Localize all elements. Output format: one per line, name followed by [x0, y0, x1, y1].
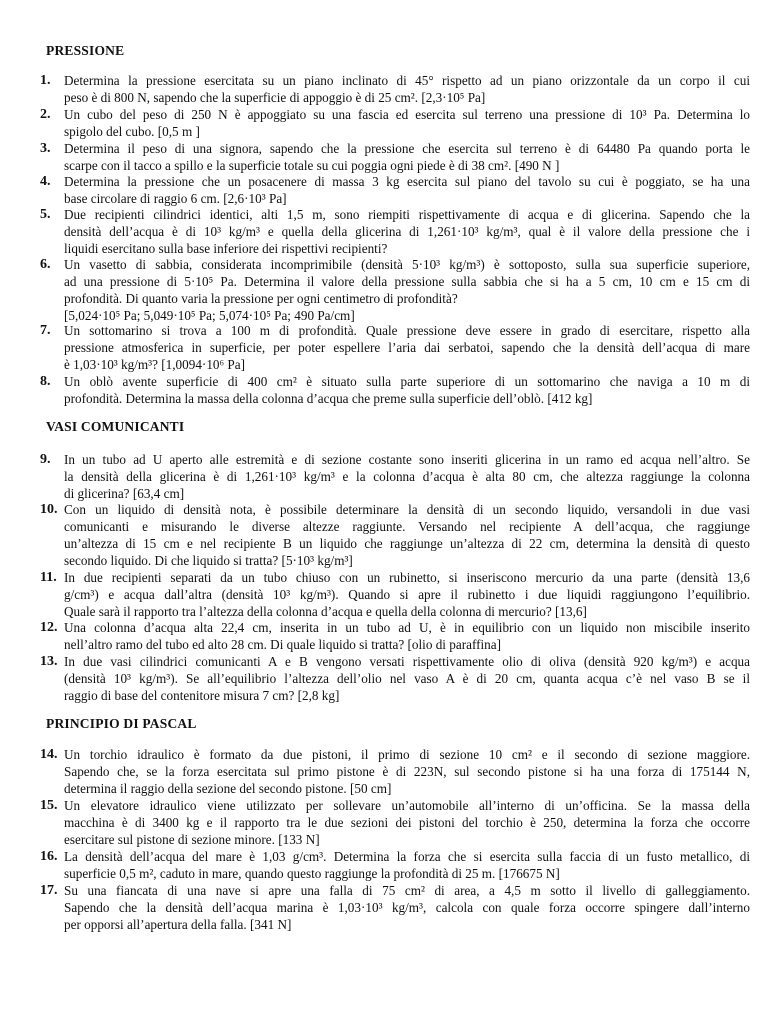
problem-number: 10. — [40, 502, 58, 517]
problem-1 — [40, 72, 750, 106]
problem-line: spigolo del cubo. [0,5 m ] — [64, 124, 200, 139]
problem-line: raggio di base del contenitore misura 7 cm? [2,8 kg] — [64, 688, 340, 703]
problem-6 — [40, 256, 750, 324]
problem-8 — [40, 373, 750, 407]
problem-number: 17. — [40, 883, 58, 898]
problem-line: Determina la pressione esercitata su un piano inclinato di 45° rispetto ad un piano orizzontale da un corpo il cui — [64, 73, 750, 88]
problem-line: Una colonna d’acqua alta 22,4 cm, inserita in un tubo ad U, è in equilibrio con un liquido non miscibile inserito — [64, 620, 750, 635]
problem-line: In un tubo ad U aperto alle estremità e di sezione costante sono inseriti glicerina in un ramo ed acqua nell’altro. Se — [64, 452, 750, 467]
problem-line: profondità. Determina la massa della colonna d’acqua che preme sulla superficie dell’oblò. [412 kg] — [64, 391, 593, 406]
problem-line: Sapendo che la densità dell’acqua marina è 1,03·10³ kg/m³, calcola con quale forza occorre spingere dall’interno — [64, 900, 750, 915]
problem-number: 13. — [40, 654, 58, 669]
problem-line: Determina la pressione che un posacenere di massa 3 kg esercita sul piano del tavolo su cui è poggiato, se ha una — [64, 174, 750, 189]
problem-line: determina il raggio della sezione del secondo pistone. [50 cm] — [64, 781, 392, 796]
problem-line: esercitare sul pistone di sezione minore. [133 N] — [64, 832, 320, 847]
problem-number: 14. — [40, 747, 58, 762]
problem-9 — [40, 451, 750, 502]
problem-10 — [40, 501, 750, 569]
problem-line: Un vasetto di sabbia, considerata incomprimibile (densità 5·10³ kg/m³) è sottoposto, sulla sua superficie superiore, — [64, 257, 750, 272]
problem-line: ad una pressione di 5·10⁵ Pa. Determina il valore della pressione sulla sabbia che si ha a 5 cm, 10 cm e 15 cm di — [64, 274, 750, 289]
problem-number: 8. — [40, 374, 51, 389]
problem-line: nell’altro ramo del tubo ed alto 28 cm. Di quale liquido si tratta? [olio di paraffina] — [64, 637, 502, 652]
problem-line: g/cm³) e acqua dall’altra (densità 10³ kg/m³). Quando si apre il rubinetto i due liquidi raggiungono l’equilibrio. — [64, 587, 750, 602]
problem-line: profondità. Di quanto varia la pressione per ogni centimetro di profondità? — [64, 291, 458, 306]
section-title-pressione: PRESSIONE — [46, 43, 125, 58]
problem-line: Quale sarà il rapporto tra l’altezza della colonna d’acqua e quella della colonna di mercurio? [13,6] — [64, 604, 587, 619]
problem-7 — [40, 322, 750, 373]
problem-number: 6. — [40, 257, 51, 272]
problem-17 — [40, 882, 750, 933]
problem-number: 4. — [40, 174, 51, 189]
problem-number: 3. — [40, 141, 51, 156]
problem-5 — [40, 206, 750, 257]
section-title-principio-di-pascal: PRINCIPIO DI PASCAL — [46, 716, 197, 731]
problem-number: 1. — [40, 73, 51, 88]
problem-line: Un elevatore idraulico viene utilizzato per sollevare un’automobile all’interno di un’officina. Se la massa della — [64, 798, 750, 813]
problem-number: 15. — [40, 798, 58, 813]
problem-13 — [40, 653, 750, 704]
problem-line: di glicerina? [63,4 cm] — [64, 486, 185, 501]
problem-line: è 1,03·10³ kg/m³? [1,0094·10⁶ Pa] — [64, 357, 245, 372]
problem-16 — [40, 848, 750, 882]
problem-line: Un torchio idraulico è formato da due pistoni, il primo di sezione 10 cm² e il secondo di sezione maggiore. — [64, 747, 750, 762]
problem-15 — [40, 797, 750, 848]
problem-line: superficie 0,5 m², caduto in mare, quando questo raggiunge la profondità di 25 m. [176675 N] — [64, 866, 560, 881]
problem-line: Determina il peso di una signora, sapendo che la pressione che esercita sul terreno è di 64480 Pa quando porta le — [64, 141, 750, 156]
problem-line: In due recipienti separati da un tubo chiuso con un rubinetto, si inseriscono mercurio da una parte (densità 13,6 — [64, 570, 750, 585]
problem-line: peso è di 800 N, sapendo che la superficie di appoggio è di 25 cm². [2,3·10⁵ Pa] — [64, 90, 486, 105]
problem-line: Su una fiancata di una nave si apre una falla di 75 cm² di area, a 4,5 m sotto il livello di galleggiamento. — [64, 883, 750, 898]
problem-line: In due vasi cilindrici comunicanti A e B vengono versati rispettivamente olio di oliva (densità 920 kg/m³) e acqua — [64, 654, 750, 669]
section-title-vasi-comunicanti: VASI COMUNICANTI — [46, 419, 185, 434]
problem-line: secondo liquido. Di che liquido si tratta? [5·10³ kg/m³] — [64, 553, 353, 568]
problem-line: pressione atmosferica in superficie, per poter espellere l’aria dai serbatoi, sapendo che la densità dell’acqua di mare — [64, 340, 750, 355]
problem-line: Un cubo del peso di 250 N è appoggiato su una fascia ed esercita sul terreno una pressione di 10³ Pa. Determina lo — [64, 107, 750, 122]
problem-answer: [5,024·10⁵ Pa; 5,049·10⁵ Pa; 5,074·10⁵ Pa; 490 Pa/cm] — [64, 308, 355, 323]
problem-11 — [40, 569, 750, 620]
problem-line: Un oblò avente superficie di 400 cm² è situato sulla parte superiore di un sottomarino che naviga a 10 m di — [64, 374, 750, 389]
problem-number: 12. — [40, 620, 58, 635]
problem-line: un’altezza di 15 cm e nel recipiente B un liquido che raggiunge un’altezza di 22 cm, determina la densità di questo — [64, 536, 750, 551]
problem-number: 11. — [40, 570, 57, 585]
problem-line: macchina è di 3400 kg e il rapporto tra le due sezioni dei pistoni del torchio è 250, determina la forza che occorre — [64, 815, 750, 830]
problem-number: 5. — [40, 207, 51, 222]
problem-14 — [40, 746, 750, 797]
problem-line: comunicanti e misurando le diverse altezze raggiunte. Versando nel recipiente A dell’acqua, che raggiunge — [64, 519, 750, 534]
problem-line: Sapendo che, se la forza esercitata sul primo pistone è di 223N, sul secondo pistone si ha una forza di 175144 N, — [64, 764, 750, 779]
problem-4 — [40, 173, 750, 207]
problem-line: Con un liquido di densità nota, è possibile determinare la densità di un secondo liquido, versandoli in due vasi — [64, 502, 750, 517]
problem-line: La densità dell’acqua del mare è 1,03 g/cm³. Determina la forza che si esercita sulla faccia di un fusto metallico, di — [64, 849, 750, 864]
problem-2 — [40, 106, 750, 140]
problem-line: Un sottomarino si trova a 100 m di profondità. Quale pressione deve essere in grado di esercitare, rispetto alla — [64, 323, 750, 338]
problem-line: la densità della glicerina è di 1,261·10³ kg/m³ e la colonna d’acqua è alta 80 cm, che altezza raggiunge la colonna — [64, 469, 750, 484]
problem-number: 16. — [40, 849, 58, 864]
problem-12 — [40, 619, 750, 653]
problem-line: densità dell’acqua è di 10³ kg/m³ e quella della glicerina di 1,261·10³ kg/m³, qual è il valore della pressione che i — [64, 224, 750, 239]
problem-line: scarpe con il tacco a spillo e la superficie totale su cui poggia ogni piede è di 38 cm². [490 N ] — [64, 158, 560, 173]
problem-line: (densità 10³ kg/m³). Se all’equilibrio l’altezza dell’olio nel vaso A è di 20 cm, quanta acqua c’è nel vaso B se il — [64, 671, 750, 686]
problem-number: 2. — [40, 107, 51, 122]
problem-3 — [40, 140, 750, 174]
problem-line: Due recipienti cilindrici identici, alti 1,5 m, sono riempiti rispettivamente di acqua e di glicerina. Sapendo che la — [64, 207, 750, 222]
problem-number: 7. — [40, 323, 51, 338]
problem-line: base circolare di raggio 6 cm. [2,6·10³ Pa] — [64, 191, 287, 206]
problem-number: 9. — [40, 452, 51, 467]
problem-line: per opporsi all’apertura della falla. [341 N] — [64, 917, 292, 932]
problem-line: liquidi esercitano sulla base inferiore dei rispettivi recipienti? — [64, 241, 388, 256]
